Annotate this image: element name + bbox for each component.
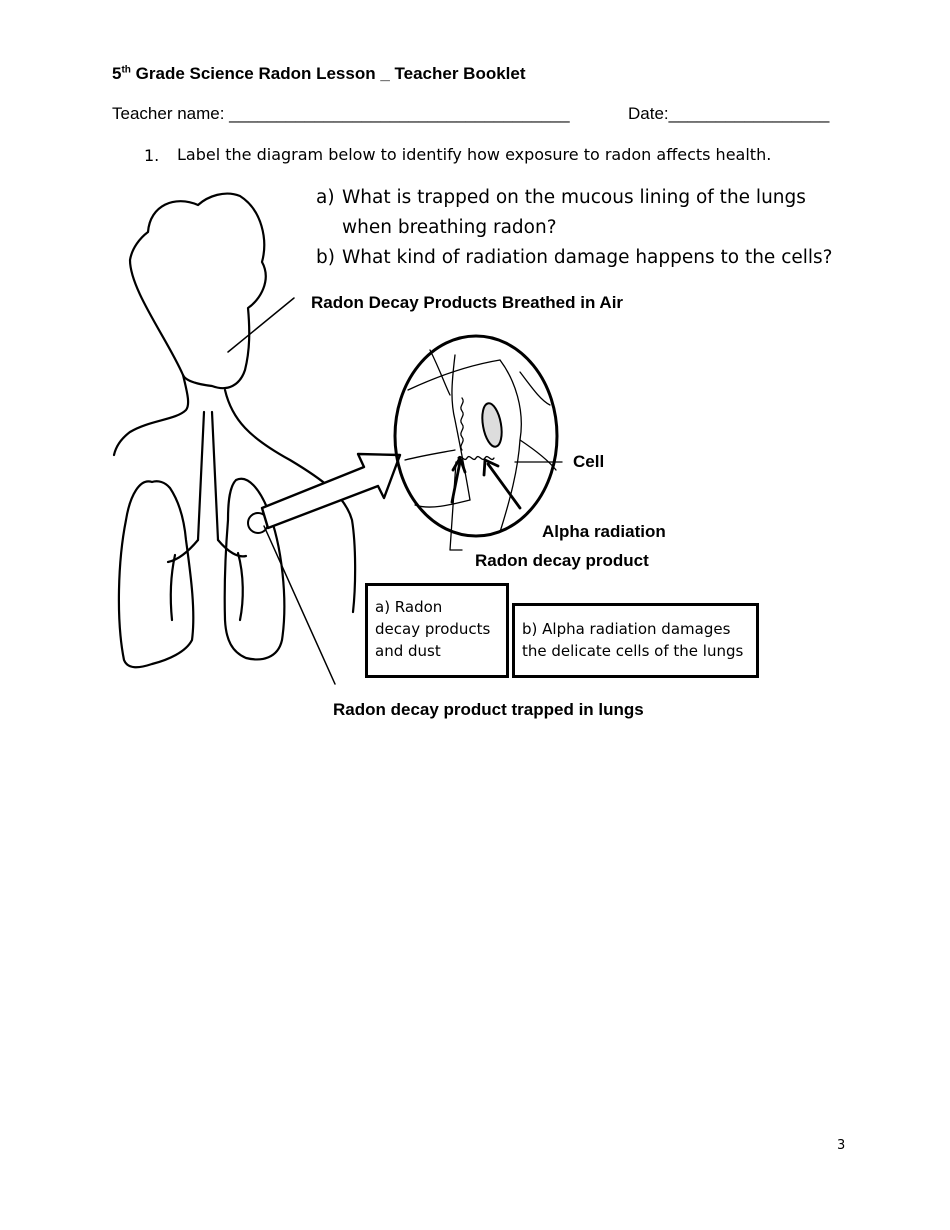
label-trapped-in-lungs: Radon decay product trapped in lungs: [333, 700, 644, 719]
cell-nucleus: [479, 402, 504, 448]
magnify-arrow: [262, 454, 400, 528]
answer-a-line2: decay products: [375, 620, 491, 638]
answer-b-line2: the delicate cells of the lungs: [522, 642, 744, 660]
pointer-line-air: [228, 298, 294, 352]
bronchus-right: [218, 540, 246, 556]
sub-question-b: What kind of radiation damage happens to the cells?: [342, 247, 833, 268]
answer-b-line1: b) Alpha radiation damages: [522, 620, 731, 638]
question-number: 1.: [144, 146, 160, 165]
pointer-line-lungs: [264, 526, 335, 684]
answer-box-a: [365, 583, 509, 678]
bronchus-left: [168, 540, 198, 562]
head-outline: [130, 194, 266, 389]
label-breathed-in-air: Radon Decay Products Breathed in Air: [311, 293, 624, 312]
left-lung: [119, 481, 193, 667]
alpha-arrow-2: [488, 464, 520, 508]
wavy-radiation: [458, 457, 494, 460]
sub-question-a-marker: a): [316, 187, 335, 208]
label-alpha-radiation: Alpha radiation: [542, 522, 666, 541]
answer-a-line1: a) Radon: [375, 598, 443, 616]
body-outline-left: [114, 375, 188, 455]
page-number: 3: [837, 1138, 846, 1153]
sub-question-a-line2: when breathing radon?: [342, 217, 557, 238]
label-cell: Cell: [573, 452, 605, 471]
sub-question-b-marker: b): [316, 247, 335, 268]
answer-box-b: [512, 603, 759, 678]
trachea-left: [198, 412, 204, 540]
answer-a-line3: and dust: [375, 642, 441, 660]
date-field: Date:_________________: [628, 104, 830, 123]
question-text: Label the diagram below to identify how exposure to radon affects health.: [177, 145, 772, 164]
page-title: 5th Grade Science Radon Lesson _ Teacher Booklet: [112, 64, 526, 83]
teacher-name-field: Teacher name: ____________________________________: [112, 104, 570, 123]
label-radon-decay-product: Radon decay product: [475, 551, 649, 570]
bronchus-right-branch: [238, 553, 243, 620]
sub-question-a-line1: What is trapped on the mucous lining of the lungs: [342, 187, 806, 208]
bronchus-left-branch: [171, 555, 175, 620]
trachea-right: [212, 412, 218, 540]
